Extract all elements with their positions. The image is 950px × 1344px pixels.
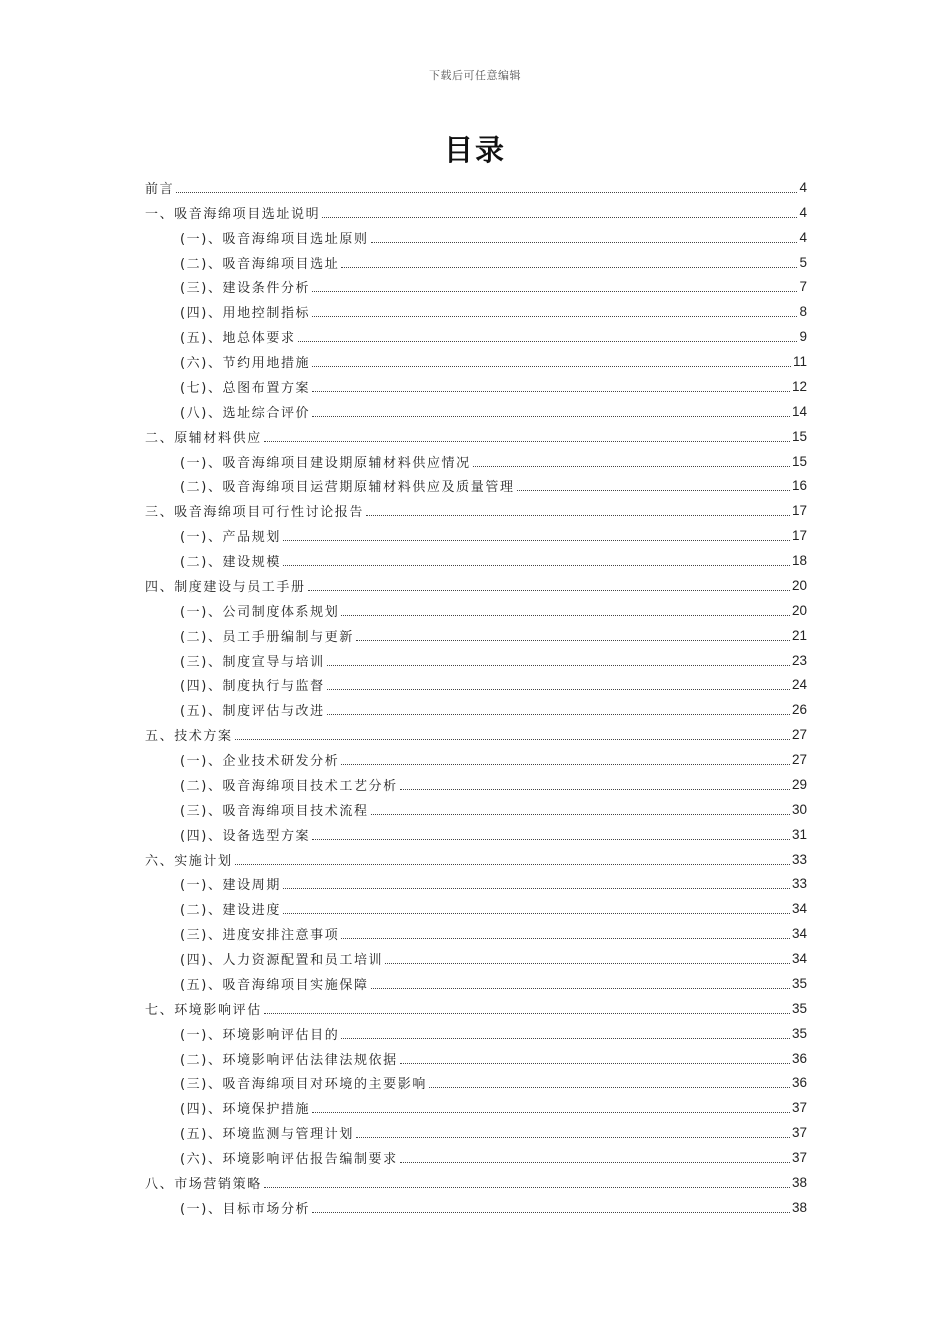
toc-page-number: 23 (791, 652, 807, 668)
toc-section-entry[interactable] (145, 623, 807, 648)
toc-section-entry[interactable] (145, 374, 807, 399)
toc-dot-leader (429, 1087, 790, 1088)
toc-entry-label: (三)、进度安排注意事项 (180, 928, 340, 944)
toc-section-entry[interactable] (145, 225, 807, 250)
toc-entry-label: (五)、地总体要求 (180, 331, 296, 347)
toc-dot-leader (371, 988, 790, 989)
toc-entry-label: 六、实施计划 (145, 853, 233, 869)
toc-section-entry[interactable] (145, 822, 807, 847)
toc-page-number: 36 (791, 1075, 807, 1091)
toc-entry-label: (三)、吸音海绵项目技术流程 (180, 803, 369, 819)
toc-entry-label: (六)、节约用地措施 (180, 356, 311, 372)
toc-entry-label: (二)、吸音海绵项目技术工艺分析 (180, 778, 398, 794)
toc-page-number: 7 (799, 279, 807, 295)
toc-entry-label: (三)、吸音海绵项目对环境的主要影响 (180, 1077, 427, 1093)
toc-page-number: 14 (791, 403, 807, 419)
toc-page-number: 21 (791, 627, 807, 643)
toc-dot-leader (341, 615, 790, 616)
toc-page-number: 27 (791, 752, 807, 768)
toc-section-entry[interactable] (145, 474, 807, 499)
toc-chapter-entry[interactable] (145, 996, 807, 1021)
toc-dot-leader (235, 864, 790, 865)
toc-dot-leader (400, 1162, 790, 1163)
toc-page-number: 34 (791, 951, 807, 967)
toc-section-entry[interactable] (145, 1046, 807, 1071)
toc-page-number: 4 (799, 204, 807, 220)
toc-entry-label: (三)、制度宣导与培训 (180, 654, 325, 670)
toc-entry-label: (四)、用地控制指标 (180, 306, 311, 322)
toc-section-entry[interactable] (145, 697, 807, 722)
toc-dot-leader (308, 590, 790, 591)
toc-entry-label: (一)、吸音海绵项目建设期原辅材料供应情况 (180, 455, 471, 471)
toc-entry-label: (五)、制度评估与改进 (180, 704, 325, 720)
toc-entry-label: 七、环境影响评估 (145, 1002, 262, 1018)
toc-section-entry[interactable] (145, 747, 807, 772)
toc-dot-leader (312, 416, 790, 417)
toc-section-entry[interactable] (145, 896, 807, 921)
toc-dot-leader (176, 192, 797, 193)
toc-page-number: 26 (791, 702, 807, 718)
toc-section-entry[interactable] (145, 1145, 807, 1170)
toc-dot-leader (264, 441, 790, 442)
toc-section-entry[interactable] (145, 250, 807, 275)
toc-dot-leader (283, 888, 790, 889)
toc-dot-leader (283, 540, 790, 541)
toc-page-number: 11 (792, 354, 807, 370)
toc-dot-leader (312, 1212, 790, 1213)
toc-entry-label: (一)、吸音海绵项目选址原则 (180, 231, 369, 247)
toc-section-entry[interactable] (145, 523, 807, 548)
toc-entry-label: 三、吸音海绵项目可行性讨论报告 (145, 505, 365, 521)
toc-dot-leader (371, 242, 798, 243)
toc-dot-leader (356, 1137, 790, 1138)
toc-entry-label: (二)、吸音海绵项目运营期原辅材料供应及质量管理 (180, 480, 515, 496)
toc-dot-leader (264, 1013, 790, 1014)
toc-dot-leader (341, 267, 797, 268)
toc-page-number: 37 (791, 1125, 807, 1141)
toc-entry-label: (一)、环境影响评估目的 (180, 1027, 340, 1043)
toc-dot-leader (283, 565, 790, 566)
toc-section-entry[interactable] (145, 797, 807, 822)
toc-chapter-entry[interactable] (145, 424, 807, 449)
toc-dot-leader (356, 640, 790, 641)
toc-section-entry[interactable] (145, 921, 807, 946)
toc-page-number: 27 (791, 727, 807, 743)
toc-section-entry[interactable] (145, 598, 807, 623)
toc-dot-leader (312, 366, 791, 367)
toc-page-number: 4 (799, 229, 807, 245)
toc-page-number: 8 (799, 304, 807, 320)
toc-page-number: 20 (791, 577, 807, 593)
toc-dot-leader (473, 466, 790, 467)
toc-chapter-entry[interactable] (145, 722, 807, 747)
toc-dot-leader (341, 1038, 790, 1039)
toc-title: 目录 (443, 133, 506, 167)
toc-section-entry[interactable] (145, 1021, 807, 1046)
toc-chapter-entry[interactable] (145, 847, 807, 872)
toc-page-number: 20 (791, 602, 807, 618)
toc-page-number: 33 (791, 851, 807, 867)
toc-dot-leader (312, 291, 797, 292)
toc-entry-label: 二、原辅材料供应 (145, 430, 262, 446)
toc-entry-label: 八、市场营销策略 (145, 1176, 262, 1192)
toc-page-number: 16 (791, 478, 807, 494)
table-of-contents (145, 175, 807, 1220)
toc-section-entry[interactable] (145, 324, 807, 349)
toc-entry-label: (二)、员工手册编制与更新 (180, 629, 354, 645)
toc-page-number: 15 (791, 428, 807, 444)
toc-dot-leader (327, 714, 790, 715)
toc-section-entry[interactable] (145, 1095, 807, 1120)
toc-page-number: 4 (799, 179, 807, 195)
toc-dot-leader (312, 1112, 790, 1113)
toc-chapter-entry[interactable] (145, 175, 807, 200)
page-header-note: 下载后可任意编辑 (429, 69, 521, 82)
toc-chapter-entry[interactable] (145, 1170, 807, 1195)
toc-page-number: 34 (791, 901, 807, 917)
toc-section-entry[interactable] (145, 1195, 807, 1220)
toc-entry-label: (二)、吸音海绵项目选址 (180, 256, 340, 272)
toc-entry-label: (一)、目标市场分析 (180, 1201, 311, 1217)
toc-section-entry[interactable] (145, 673, 807, 698)
toc-section-entry[interactable] (145, 349, 807, 374)
toc-entry-label: (二)、建设进度 (180, 903, 281, 919)
toc-entry-label: (一)、建设周期 (180, 878, 281, 894)
toc-chapter-entry[interactable] (145, 498, 807, 523)
toc-dot-leader (327, 689, 790, 690)
toc-dot-leader (366, 515, 790, 516)
toc-page-number: 5 (799, 254, 807, 270)
toc-section-entry[interactable] (145, 548, 807, 573)
toc-page-number: 38 (791, 1199, 807, 1215)
toc-entry-label: (一)、企业技术研发分析 (180, 754, 340, 770)
toc-dot-leader (341, 938, 790, 939)
toc-chapter-entry[interactable] (145, 573, 807, 598)
toc-entry-label: (五)、环境监测与管理计划 (180, 1127, 354, 1143)
toc-page-number: 34 (791, 926, 807, 942)
toc-page-number: 38 (791, 1174, 807, 1190)
toc-section-entry[interactable] (145, 1071, 807, 1096)
toc-page-number: 9 (799, 329, 807, 345)
toc-entry-label: (四)、人力资源配置和员工培训 (180, 953, 384, 969)
toc-page-number: 35 (791, 975, 807, 991)
toc-page-number: 29 (791, 776, 807, 792)
toc-entry-label: 一、吸音海绵项目选址说明 (145, 206, 321, 222)
toc-dot-leader (400, 1063, 790, 1064)
toc-page-number: 18 (791, 553, 807, 569)
toc-section-entry[interactable] (145, 449, 807, 474)
toc-entry-label: (二)、环境影响评估法律法规依据 (180, 1052, 398, 1068)
toc-section-entry[interactable] (145, 872, 807, 897)
toc-section-entry[interactable] (145, 275, 807, 300)
toc-dot-leader (312, 316, 797, 317)
toc-page-number: 17 (791, 503, 807, 519)
toc-entry-label: (四)、制度执行与监督 (180, 679, 325, 695)
toc-entry-label: (七)、总图布置方案 (180, 380, 311, 396)
toc-page-number: 35 (791, 1025, 807, 1041)
toc-section-entry[interactable] (145, 648, 807, 673)
toc-entry-label: (一)、公司制度体系规划 (180, 604, 340, 620)
toc-dot-leader (312, 839, 790, 840)
toc-dot-leader (235, 739, 790, 740)
toc-dot-leader (264, 1187, 790, 1188)
toc-dot-leader (341, 764, 790, 765)
toc-section-entry[interactable] (145, 772, 807, 797)
toc-section-entry[interactable] (145, 971, 807, 996)
toc-page-number: 31 (791, 826, 807, 842)
toc-entry-label: (二)、建设规模 (180, 555, 281, 571)
toc-section-entry[interactable] (145, 1120, 807, 1145)
toc-dot-leader (283, 913, 790, 914)
toc-entry-label: 四、制度建设与员工手册 (145, 579, 306, 595)
toc-page-number: 35 (791, 1000, 807, 1016)
toc-dot-leader (400, 789, 790, 790)
toc-page-number: 15 (791, 453, 807, 469)
toc-entry-label: (四)、设备选型方案 (180, 828, 311, 844)
toc-dot-leader (312, 391, 790, 392)
toc-page-number: 33 (791, 876, 807, 892)
toc-page-number: 12 (791, 378, 807, 394)
toc-entry-label: (六)、环境影响评估报告编制要求 (180, 1152, 398, 1168)
toc-entry-label: (八)、选址综合评价 (180, 405, 311, 421)
toc-dot-leader (385, 963, 790, 964)
toc-dot-leader (327, 665, 790, 666)
toc-entry-label: (四)、环境保护措施 (180, 1102, 311, 1118)
toc-dot-leader (517, 490, 790, 491)
toc-page-number: 37 (791, 1100, 807, 1116)
toc-page-number: 30 (791, 801, 807, 817)
toc-dot-leader (322, 217, 797, 218)
toc-entry-label: (一)、产品规划 (180, 530, 281, 546)
toc-section-entry[interactable] (145, 299, 807, 324)
toc-entry-label: (五)、吸音海绵项目实施保障 (180, 977, 369, 993)
toc-page-number: 24 (791, 677, 807, 693)
toc-dot-leader (298, 341, 798, 342)
toc-page-number: 37 (791, 1150, 807, 1166)
toc-entry-label: 五、技术方案 (145, 729, 233, 745)
toc-chapter-entry[interactable] (145, 200, 807, 225)
toc-entry-label: 前言 (145, 181, 175, 197)
toc-section-entry[interactable] (145, 399, 807, 424)
toc-page-number: 36 (791, 1050, 807, 1066)
toc-dot-leader (371, 814, 790, 815)
toc-entry-label: (三)、建设条件分析 (180, 281, 311, 297)
toc-page-number: 17 (791, 528, 807, 544)
toc-section-entry[interactable] (145, 946, 807, 971)
